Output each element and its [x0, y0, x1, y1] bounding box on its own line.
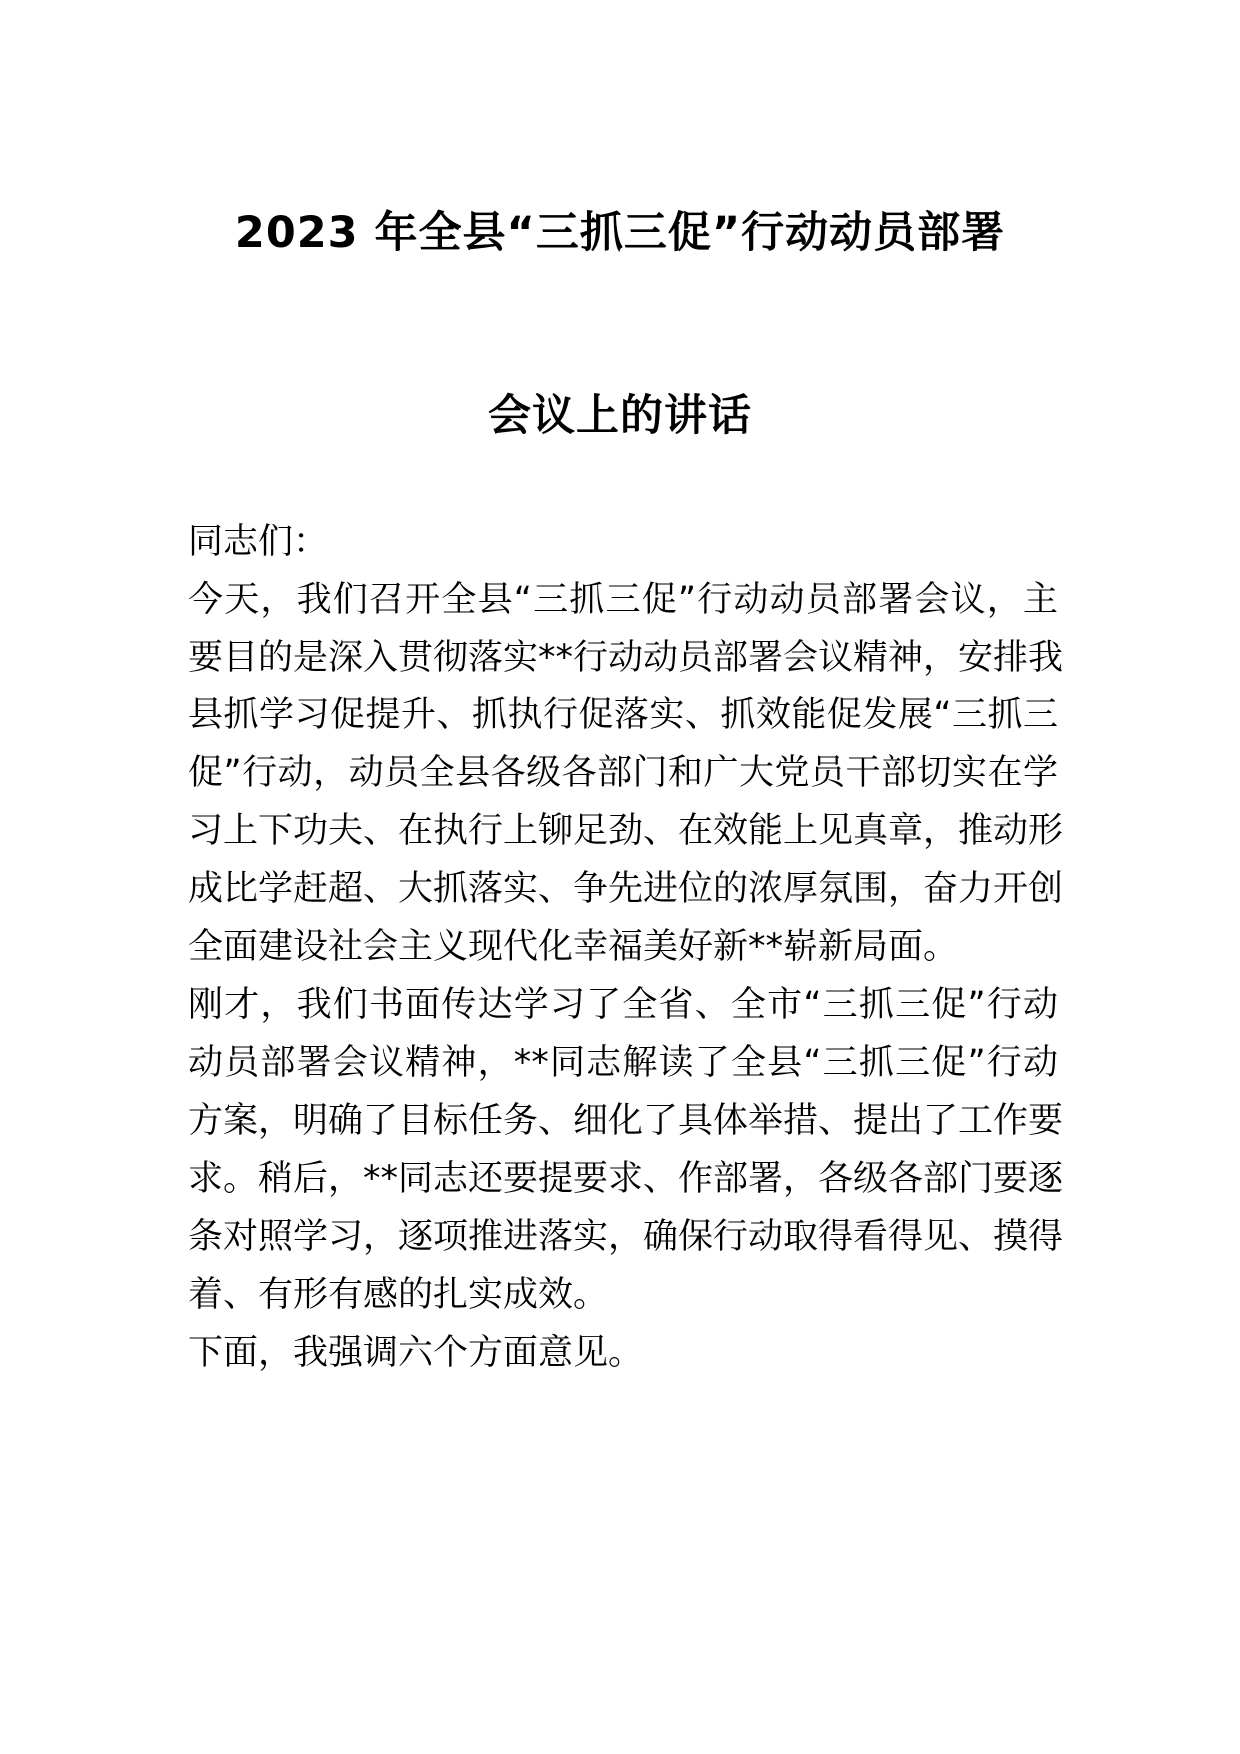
paragraph-line: 县抓学习促提升、抓执行促落实、抓效能促发展“三抓三 [188, 695, 1058, 735]
paragraph-line: 刚才，我们书面传达学习了全省、全市“三抓三促”行动 [188, 985, 1058, 1025]
paragraph-line: 动员部署会议精神，**同志解读了全县“三抓三促”行动 [188, 1043, 1058, 1083]
paragraph-line: 求。稍后，**同志还要提要求、作部署，各级各部门要逐 [188, 1159, 1064, 1199]
paragraph-line: 成比学赶超、大抓落实、争先进位的浓厚氛围，奋力开创 [188, 869, 1064, 909]
paragraph-line: 方案，明确了目标任务、细化了具体举措、提出了工作要 [188, 1101, 1064, 1141]
document-title-line-2: 会议上的讲话 [488, 391, 752, 441]
paragraph-line: 条对照学习，逐项推进落实，确保行动取得看得见、摸得 [188, 1217, 1064, 1257]
paragraph-line: 促”行动，动员全县各级各部门和广大党员干部切实在学 [188, 753, 1058, 793]
paragraph-line: 下面，我强调六个方面意见。 [188, 1333, 644, 1373]
paragraph-line: 要目的是深入贯彻落实**行动动员部署会议精神，安排我 [188, 638, 1064, 678]
salutation: 同志们： [188, 522, 329, 562]
paragraph-line: 着、有形有感的扎实成效。 [188, 1275, 609, 1315]
paragraph-line: 今天，我们召开全县“三抓三促”行动动员部署会议，主 [188, 580, 1058, 620]
paragraph-line: 全面建设社会主义现代化幸福美好新**崭新局面。 [188, 927, 959, 967]
document-title-line-1: 2023 年全县“三抓三促”行动动员部署 [234, 208, 1006, 258]
paragraph-line: 习上下功夫、在执行上铆足劲、在效能上见真章，推动形 [188, 811, 1064, 851]
